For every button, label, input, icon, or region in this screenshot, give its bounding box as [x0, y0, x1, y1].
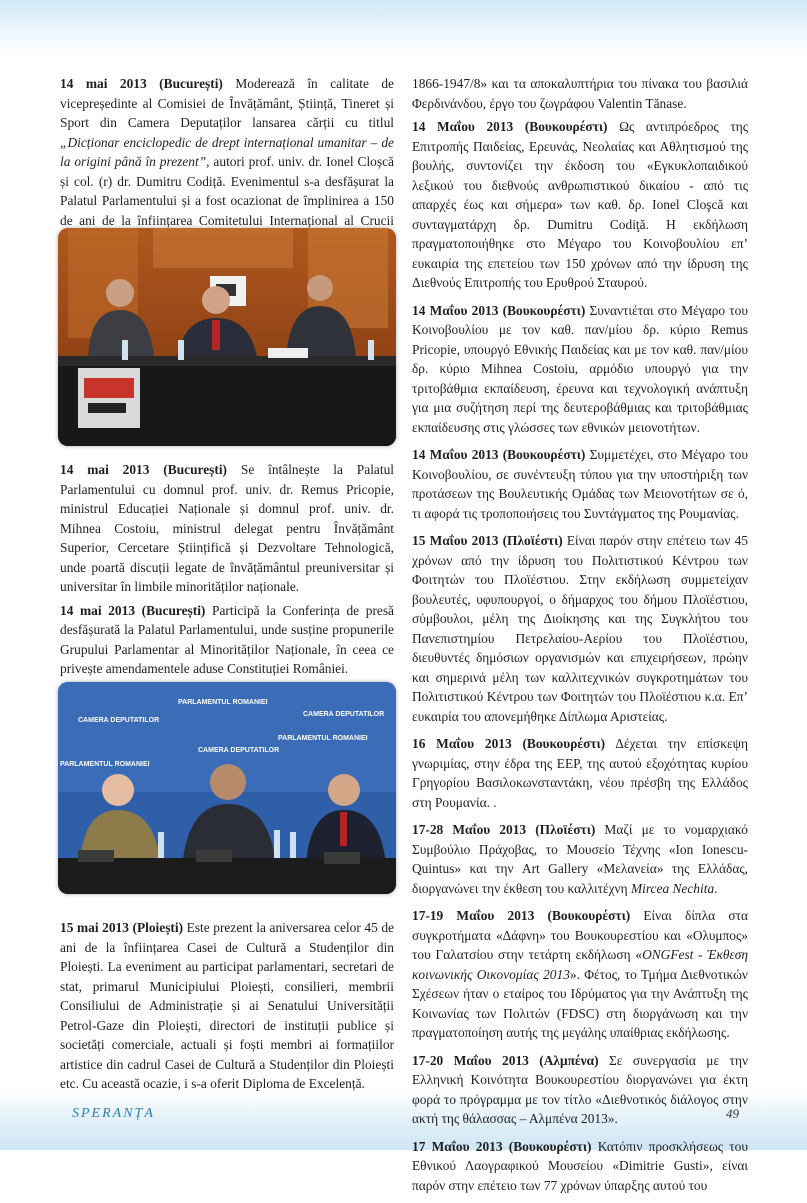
- entry-date: 14 mai 2013 (București): [60, 602, 206, 618]
- banner-text: PARLAMENTUL ROMANIEI: [278, 735, 368, 742]
- entry-date: 14 Μαΐου 2013 (Βουκουρέστι): [412, 447, 586, 462]
- banner-text: PARLAMENTUL ROMANIEI: [178, 699, 268, 706]
- right-column: [412, 74, 748, 1203]
- entry-paragraph: 17 Μαΐου 2013 (Βουκουρέστι) Κατόπιν προσκλήσεως του Εθνικού Λαογραφικού Μουσείου «Dimitrie Gusti», είναι παρόν στην επέτειο των 77 χρόνων ύπαρξης αυτού του: [412, 1138, 748, 1193]
- entry-date: 14 Μαΐου 2013 (Βουκουρέστι): [412, 119, 608, 134]
- entry-date: 17-28 Μαΐου 2013 (Πλοϊέστι): [412, 822, 596, 837]
- entry-paragraph: 14 Μαΐου 2013 (Βουκουρέστι) Ως αντιπρόεδρος της Επιτροπής Παιδείας, Ερευνάς, Νεολαίας και Αθλητισμού της βουλής, συντονίζει την έκδοση του «Εγκυκλοπαιδικού λεξικού του διεθνούς ανθρωπιστικού δικαίου - από τις απαρχές έως και σήμερα» των καθ. δρ. Ionel Cloşcă και συνταγματάρχη δρ. Dumitru Codiţă. Η εκδήλωση πραγματοποιήθηκε στο Μέγαρο του Κοινοβουλίου επ’ ευκαιρία της επετείου των 150 χρόνων από την ίδρυση της Διεθνούς Επιτροπής του Ερυθρού Σταυρού.: [412, 119, 748, 290]
- photo-book-launch: [58, 228, 396, 446]
- header-band: [0, 0, 807, 58]
- entry-paragraph: 17-20 Μαΐου 2013 (Αλμπένα) Σε συνεργασία με την Ελληνική Κοινότητα Βουκουρεστίου διοργανώνει για έκτη φορά το πρόγραμμα με τον τίτλο «Διεθνοτικός διάλογος στην ακτή της θάλασσας – Αλμπένα 2013».: [412, 1052, 748, 1126]
- entry-date: 14 mai 2013 (București): [60, 76, 223, 91]
- photo-press-conference: [58, 682, 396, 894]
- page-number: 49: [726, 1106, 739, 1121]
- entry-paragraph: 17-28 Μαΐου 2013 (Πλοϊέστι) Μαζί με το νομαρχιακό Συμβούλιο Πράχοβας, το Μουσείο Τέχνης «Ion Ionescu-Quintus» και την Art Gallery «Μελανεία» της Ελλάδας, διοργανώνει την έκθεση του καλλιτέχνη Mircea Nechita.: [412, 822, 748, 896]
- entry-date: 16 Μαΐου 2013 (Βουκουρέστι): [412, 736, 606, 751]
- entry-date: 14 Μαΐου 2013 (Βουκουρέστι): [412, 302, 586, 318]
- book-title: „Dicționar enciclopedic de drept internațional umanitar – de la origini până în prezent”: [60, 134, 394, 169]
- entry-paragraph: 1866-1947/8» και τα αποκαλυπτήρια του πίνακα του βασιλιά Φερδινάνδου, έργο του ζωγράφου Valentin Tănase.: [412, 76, 748, 111]
- entry-date: 14 mai 2013 (București): [60, 462, 228, 477]
- entry-date: 15 mai 2013 (Ploiești): [60, 920, 184, 935]
- entry-date: 15 Μαΐου 2013 (Πλοϊέστι): [412, 533, 563, 548]
- banner-text: CAMERA DEPUTATILOR: [198, 747, 280, 754]
- banner-text: PARLAMENTUL ROMANIEI: [60, 761, 150, 768]
- entry-date: 17-19 Μαΐου 2013 (Βουκουρέστι): [412, 908, 631, 923]
- left-column-bottom: [60, 918, 394, 1102]
- banner-text: CAMERA DEPUTATILOR: [303, 711, 385, 718]
- entry-paragraph: 14 Μαΐου 2013 (Βουκουρέστι) Συναντιέται στο Μέγαρο του Κοινοβουλίου με τον καθ. παν/μίου δρ. κύριο Remus Pricopie, υπουργό Εθνικής Παιδείας και με τον καθ. παν/μίου δρ. κύριο Mihnea Costoiu, αρμόδιο υπουργό για την τριτοβάθμια εκπαίδευση, έρευνα και τεχνολογική ανάπτυξη για μια συζήτηση περί της δευτεροβάθμιας και τριτοβάθμιας εκπαίδευσης στις γλώσσες των εθνικών μειονοτήτων.: [412, 302, 748, 435]
- entry-paragraph: 16 Μαΐου 2013 (Βουκουρέστι) Δέχεται την επίσκεψη γνωριμίας, στην έδρα της ΕΕΡ, της αυτού εξοχότητας κυρίου Γρηγορίου Βασιλοκωνσταντάκη, νέου πρέσβη της Ελλάδος στη Ρουμανία. .: [412, 736, 748, 810]
- entry-date: 17 Μαΐου 2013 (Βουκουρέστι): [412, 1138, 592, 1154]
- entry-date: 17-20 Μαΐου 2013 (Αλμπένα): [412, 1052, 599, 1068]
- entry-paragraph: 14 mai 2013 (București) Moderează în calitate de vicepreședinte al Comisiei de Învățământ, Știință, Tineret și Sport din Camera Deputaților lansarea cărții cu titlul „Dicționar enciclopedic de drept internațional umanitar – de la origini până în prezent”, autori prof. univ. dr. Ionel Cloșcă și col. (r) dr. Dumitru Codiță. Evenimentul s-a desfășurat la Palatul Parlamentului și a fost ocazionat de împlinirea a 150 de ani de la înființarea Comitetului Internațional al Crucii: [60, 76, 394, 228]
- magazine-name: SPERANȚA: [72, 1106, 155, 1121]
- entry-paragraph: 14 Μαΐου 2013 (Βουκουρέστι) Συμμετέχει, στο Μέγαρο του Κοινοβουλίου, σε συνέντευξη τύπου για την υποστήριξη των προτάσεων της Βουλευτικής Ομάδας των Μειονοτήτων σε ό, τι αφορά τις τροποποιήσεις του Συντάγματος της Ρουμανίας.: [412, 447, 748, 521]
- entry-paragraph: 14 mai 2013 (București) Participă la Conferința de presă desfășurată la Palatul Parlamentului, unde susține propunerile Grupului Parlamentar al Minorităților Naționale, în ceea ce privește amendamentele aduse Constituției României.: [60, 602, 394, 676]
- left-column-mid: [60, 460, 394, 687]
- entry-paragraph: 15 mai 2013 (Ploiești) Este prezent la aniversarea celor 45 de ani de la înființarea Casei de Cultură a Studenților din Ploiești. La eveniment au participat parlamentari, secretari de stat, primarul Municipiului Ploiești, consilieri, membrii Consiliului de Administrație și ai Senatului Universității Petrol-Gaze din Ploiești, directori de instituții publice și societăți comerciale, actuali și foști membri ai formațiilor artistice din cadrul Casei de Cultură a Studenților din Ploiești etc. Cu această ocazie, i s-a oferit Diploma de Excelență.: [60, 920, 394, 1091]
- entry-paragraph: 17-19 Μαΐου 2013 (Βουκουρέστι) Είναι δίπλα στα συγκροτήματα «Δάφνη» του Βουκουρεστίου και «Ολυμπος» του Γαλατσίου στην τετάρτη εκδήλωση «ONGFest - Έκθεση κοινωνικής Οικονομίας 2013». Φέτος, το Τμήμα Διεθνοτικών Σχέσεων ήταν ο εταίρος του Ιδρύματος για την Ανάπτυξη της Κοινωνίας των Πολιτών (FDSC) στη διοργάνωση και την πραγματοποίηση αυτής της μεγάλης υπαίθριας εκδήλωσης.: [412, 908, 748, 1040]
- entry-paragraph: 14 mai 2013 (București) Se întâlnește la Palatul Parlamentului cu domnul prof. univ. dr. Remus Pricopie, ministrul Educației Naționale și domnul prof. univ. dr. Mihnea Costoiu, ministrul delegat pentru Învățământ Superior, Cercetare Științifică și Dezvoltare Tehnologică, unde poartă discuții legate de învățământul preuniversitar și universitar în limbile minorităților naționale.: [60, 462, 394, 594]
- entry-paragraph: 15 Μαΐου 2013 (Πλοϊέστι) Είναι παρόν στην επέτειο των 45 χρόνων από την ίδρυση του Πολιτιστικού Κέντρου των Φοιτητών του Πλοϊέστιου. Στην εκδήλωση συμμετείχαν βουλευτές, υφυπουργοί, ο δήμαρχος του δήμου Πλοϊέστιου, σύμβουλοι, μέλη της Διοίκησης και της Συγκλήτου του Πανεπιστημίου Πετρελαίου-Αερίου του Πλοϊέστιου, διευθυντές δημόσιων οργανισμών και επιχειρήσεων, πρώην και σημερινά μέλη των καλλιτεχνικών συγκροτημάτων του Πολιτιστικού Κέντρου των Φοιτητών του Πλοϊέστιου κ.α. Επ’ ευκαιρία του απονεμήθηκε Δίπλωμα Αριστείας.: [412, 533, 748, 724]
- banner-text: CAMERA DEPUTATILOR: [78, 717, 160, 724]
